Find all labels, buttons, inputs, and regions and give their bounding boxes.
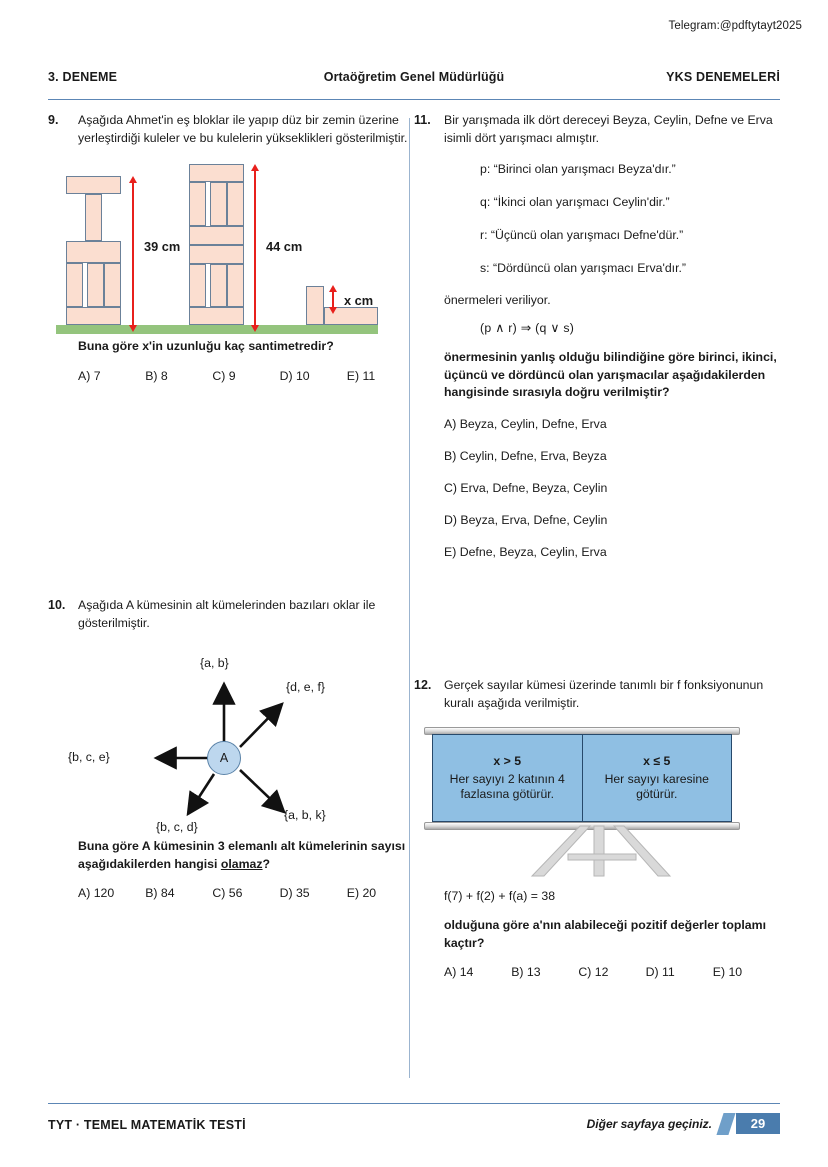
left-column [48, 112, 414, 1072]
question-11-propositions [444, 161, 780, 277]
tower-mid-block-v3 [227, 182, 244, 226]
proposition-r: r: “Üçüncü olan yarışmacı Defne'dür.” [480, 228, 684, 242]
footer-test-name: TYT · TEMEL MATEMATİK TESTİ [48, 1117, 246, 1132]
question-12 [414, 677, 780, 979]
page-footer [48, 1103, 780, 1137]
question-9-option-d[interactable]: D) 10 [279, 368, 310, 383]
question-10-option-d[interactable]: D) 35 [279, 886, 310, 900]
board-left-rule: Her sayıyı 2 katının 4 fazlasına götürür. [449, 771, 565, 801]
dimension-line-44 [254, 171, 256, 325]
tower-left-block-mid [66, 241, 121, 263]
question-11-ask: önermesinin yanlış olduğu bilindiğine göre birinci, ikinci, üçüncü ve dördüncü olan yarışmacılar aşağıdakilerden hangisinde sırasıyla doğru verilmiştir? [444, 350, 777, 399]
question-11-option-a[interactable]: A) Beyza, Ceylin, Defne, Erva [444, 416, 607, 431]
question-9-option-e[interactable]: E) 11 [346, 368, 376, 383]
tower-mid-block-w2 [189, 245, 244, 264]
question-11-option-c[interactable]: C) Erva, Defne, Beyza, Ceylin [444, 480, 608, 495]
question-10-text: Aşağıda A kümesinin alt kümelerinden bazıları oklar ile gösterilmiştir. [78, 598, 376, 630]
question-9 [48, 112, 414, 383]
tower-mid-block-v6 [227, 264, 244, 307]
question-11-formula: (p ∧ r) ⇒ (q ∨ s) [480, 321, 575, 335]
board-right-condition: x ≤ 5 [643, 753, 671, 768]
dimension-label-44: 44 cm [266, 239, 303, 254]
tower-left-block-v3 [104, 263, 121, 307]
set-node-a: A [207, 741, 241, 775]
question-columns [48, 112, 780, 1072]
set-label-bottom: {b, c, d} [156, 820, 198, 834]
set-label-lower-right: {a, b, k} [284, 808, 326, 822]
easel-legs [418, 824, 748, 879]
question-11-after-propositions: önermeleri veriliyor. [444, 293, 551, 307]
question-9-option-b[interactable]: B) 8 [145, 368, 168, 383]
question-10 [48, 597, 414, 900]
question-12-option-c[interactable]: C) 12 [578, 965, 609, 979]
easel-half-right [583, 735, 732, 821]
dimension-line-x [332, 292, 334, 307]
tower-left-block-top [66, 176, 121, 194]
proposition-s: s: “Dördüncü olan yarışmacı Erva'dır.” [480, 261, 687, 275]
question-10-ask-emphasis: olamaz [220, 856, 263, 871]
easel-half-left [433, 735, 583, 821]
tower-left-block-base [66, 307, 121, 325]
question-11-option-d[interactable]: D) Beyza, Erva, Defne, Ceylin [444, 512, 608, 527]
question-10-option-e[interactable]: E) 20 [346, 886, 377, 900]
question-12-figure [418, 724, 748, 879]
set-label-upper-right: {d, e, f} [286, 680, 325, 694]
question-11-text: Bir yarışmada ilk dört dereceyi Beyza, Ceylin, Defne ve Erva isimli dört yarışmacı almıştır. [444, 113, 773, 145]
tower-left-block-v1 [66, 263, 83, 307]
tower-mid-block-w1 [189, 226, 244, 245]
tower-mid-block-top [189, 164, 244, 182]
telegram-watermark: Telegram:@pdftytayt2025 [668, 20, 802, 32]
question-10-option-a[interactable]: A) 120 [78, 886, 115, 900]
question-9-text: Aşağıda Ahmet'in eş bloklar ile yapıp düz bir zemin üzerine yerleştirdiği kuleler ve bu kulelerin yükseklikleri gösterilmiştir. [78, 113, 408, 145]
question-10-option-b[interactable]: B) 84 [145, 886, 175, 900]
tower-mid-block-v1 [189, 182, 206, 226]
tower-mid-block-base [189, 307, 244, 325]
board-right-rule: Her sayıyı karesine götürür. [604, 771, 709, 801]
question-12-option-d[interactable]: D) 11 [645, 965, 675, 979]
question-9-ask: Buna göre x'in uzunluğu kaç santimetredir? [78, 339, 334, 353]
question-11 [414, 112, 780, 576]
question-10-figure [48, 642, 398, 832]
footer-next-page-note: Diğer sayfaya geçiniz. [586, 1116, 712, 1131]
question-12-option-a[interactable]: A) 14 [444, 965, 474, 979]
question-10-number: 10. [48, 598, 66, 612]
ground-strip [56, 325, 378, 334]
question-10-option-c[interactable]: C) 56 [212, 886, 243, 900]
question-9-number: 9. [48, 113, 59, 127]
set-label-top: {a, b} [200, 656, 229, 670]
question-9-options [78, 369, 414, 383]
question-12-options [444, 965, 780, 979]
question-10-ask-part2: ? [262, 856, 271, 871]
page-number-badge: 29 [736, 1113, 780, 1134]
tower-left-block-v2 [87, 263, 104, 307]
question-10-options [78, 886, 414, 900]
board-left-condition: x > 5 [493, 753, 522, 768]
question-9-figure [56, 159, 386, 334]
question-11-options [444, 416, 780, 561]
question-9-option-c[interactable]: C) 9 [212, 368, 236, 383]
easel-board [432, 734, 732, 822]
tower-right-block-upright [306, 286, 324, 325]
tower-left-block-column [85, 194, 102, 241]
set-label-left: {b, c, e} [68, 750, 110, 764]
tower-mid-block-v2 [210, 182, 227, 226]
question-11-option-e[interactable]: E) Defne, Beyza, Ceylin, Erva [444, 544, 607, 559]
question-12-equation: f(7) + f(2) + f(a) = 38 [444, 889, 556, 903]
footer-slash-decoration [716, 1113, 735, 1135]
dimension-label-x: x cm [344, 293, 374, 308]
dimension-label-39: 39 cm [144, 239, 181, 254]
header-series-title: YKS DENEMELERİ [666, 70, 780, 84]
question-12-ask: olduğuna göre a'nın alabileceği pozitif değerler toplamı kaçtır? [444, 918, 767, 950]
question-12-option-b[interactable]: B) 13 [511, 965, 541, 979]
dimension-line-39 [132, 183, 134, 325]
tower-mid-block-v5 [210, 264, 227, 307]
question-10-ask-part1: Buna göre A kümesinin 3 elemanlı alt kümelerinin sayısı aşağıdakilerden hangisi [78, 839, 406, 871]
question-11-option-b[interactable]: B) Ceylin, Defne, Erva, Beyza [444, 448, 607, 463]
proposition-p: p: “Birinci olan yarışmacı Beyza'dır.” [480, 162, 676, 176]
question-10-ask [78, 838, 414, 873]
footer-right-group [587, 1107, 780, 1135]
question-9-option-a[interactable]: A) 7 [78, 368, 101, 383]
question-11-number: 11. [414, 113, 431, 127]
header-exam-name: 3. DENEME [48, 70, 118, 84]
right-column [414, 112, 780, 1072]
tower-mid-block-v4 [189, 264, 206, 307]
question-12-number: 12. [414, 678, 432, 692]
set-arrows-svg [48, 642, 398, 832]
question-12-text: Gerçek sayılar kümesi üzerinde tanımlı bir f fonksiyonunun kuralı aşağıda verilmiştir. [444, 678, 764, 710]
header-institution: Ortaöğretim Genel Müdürlüğü [323, 70, 505, 84]
question-12-option-e[interactable]: E) 10 [712, 965, 743, 979]
page-header [48, 70, 780, 100]
proposition-q: q: “İkinci olan yarışmacı Ceylin'dir.” [480, 195, 670, 209]
